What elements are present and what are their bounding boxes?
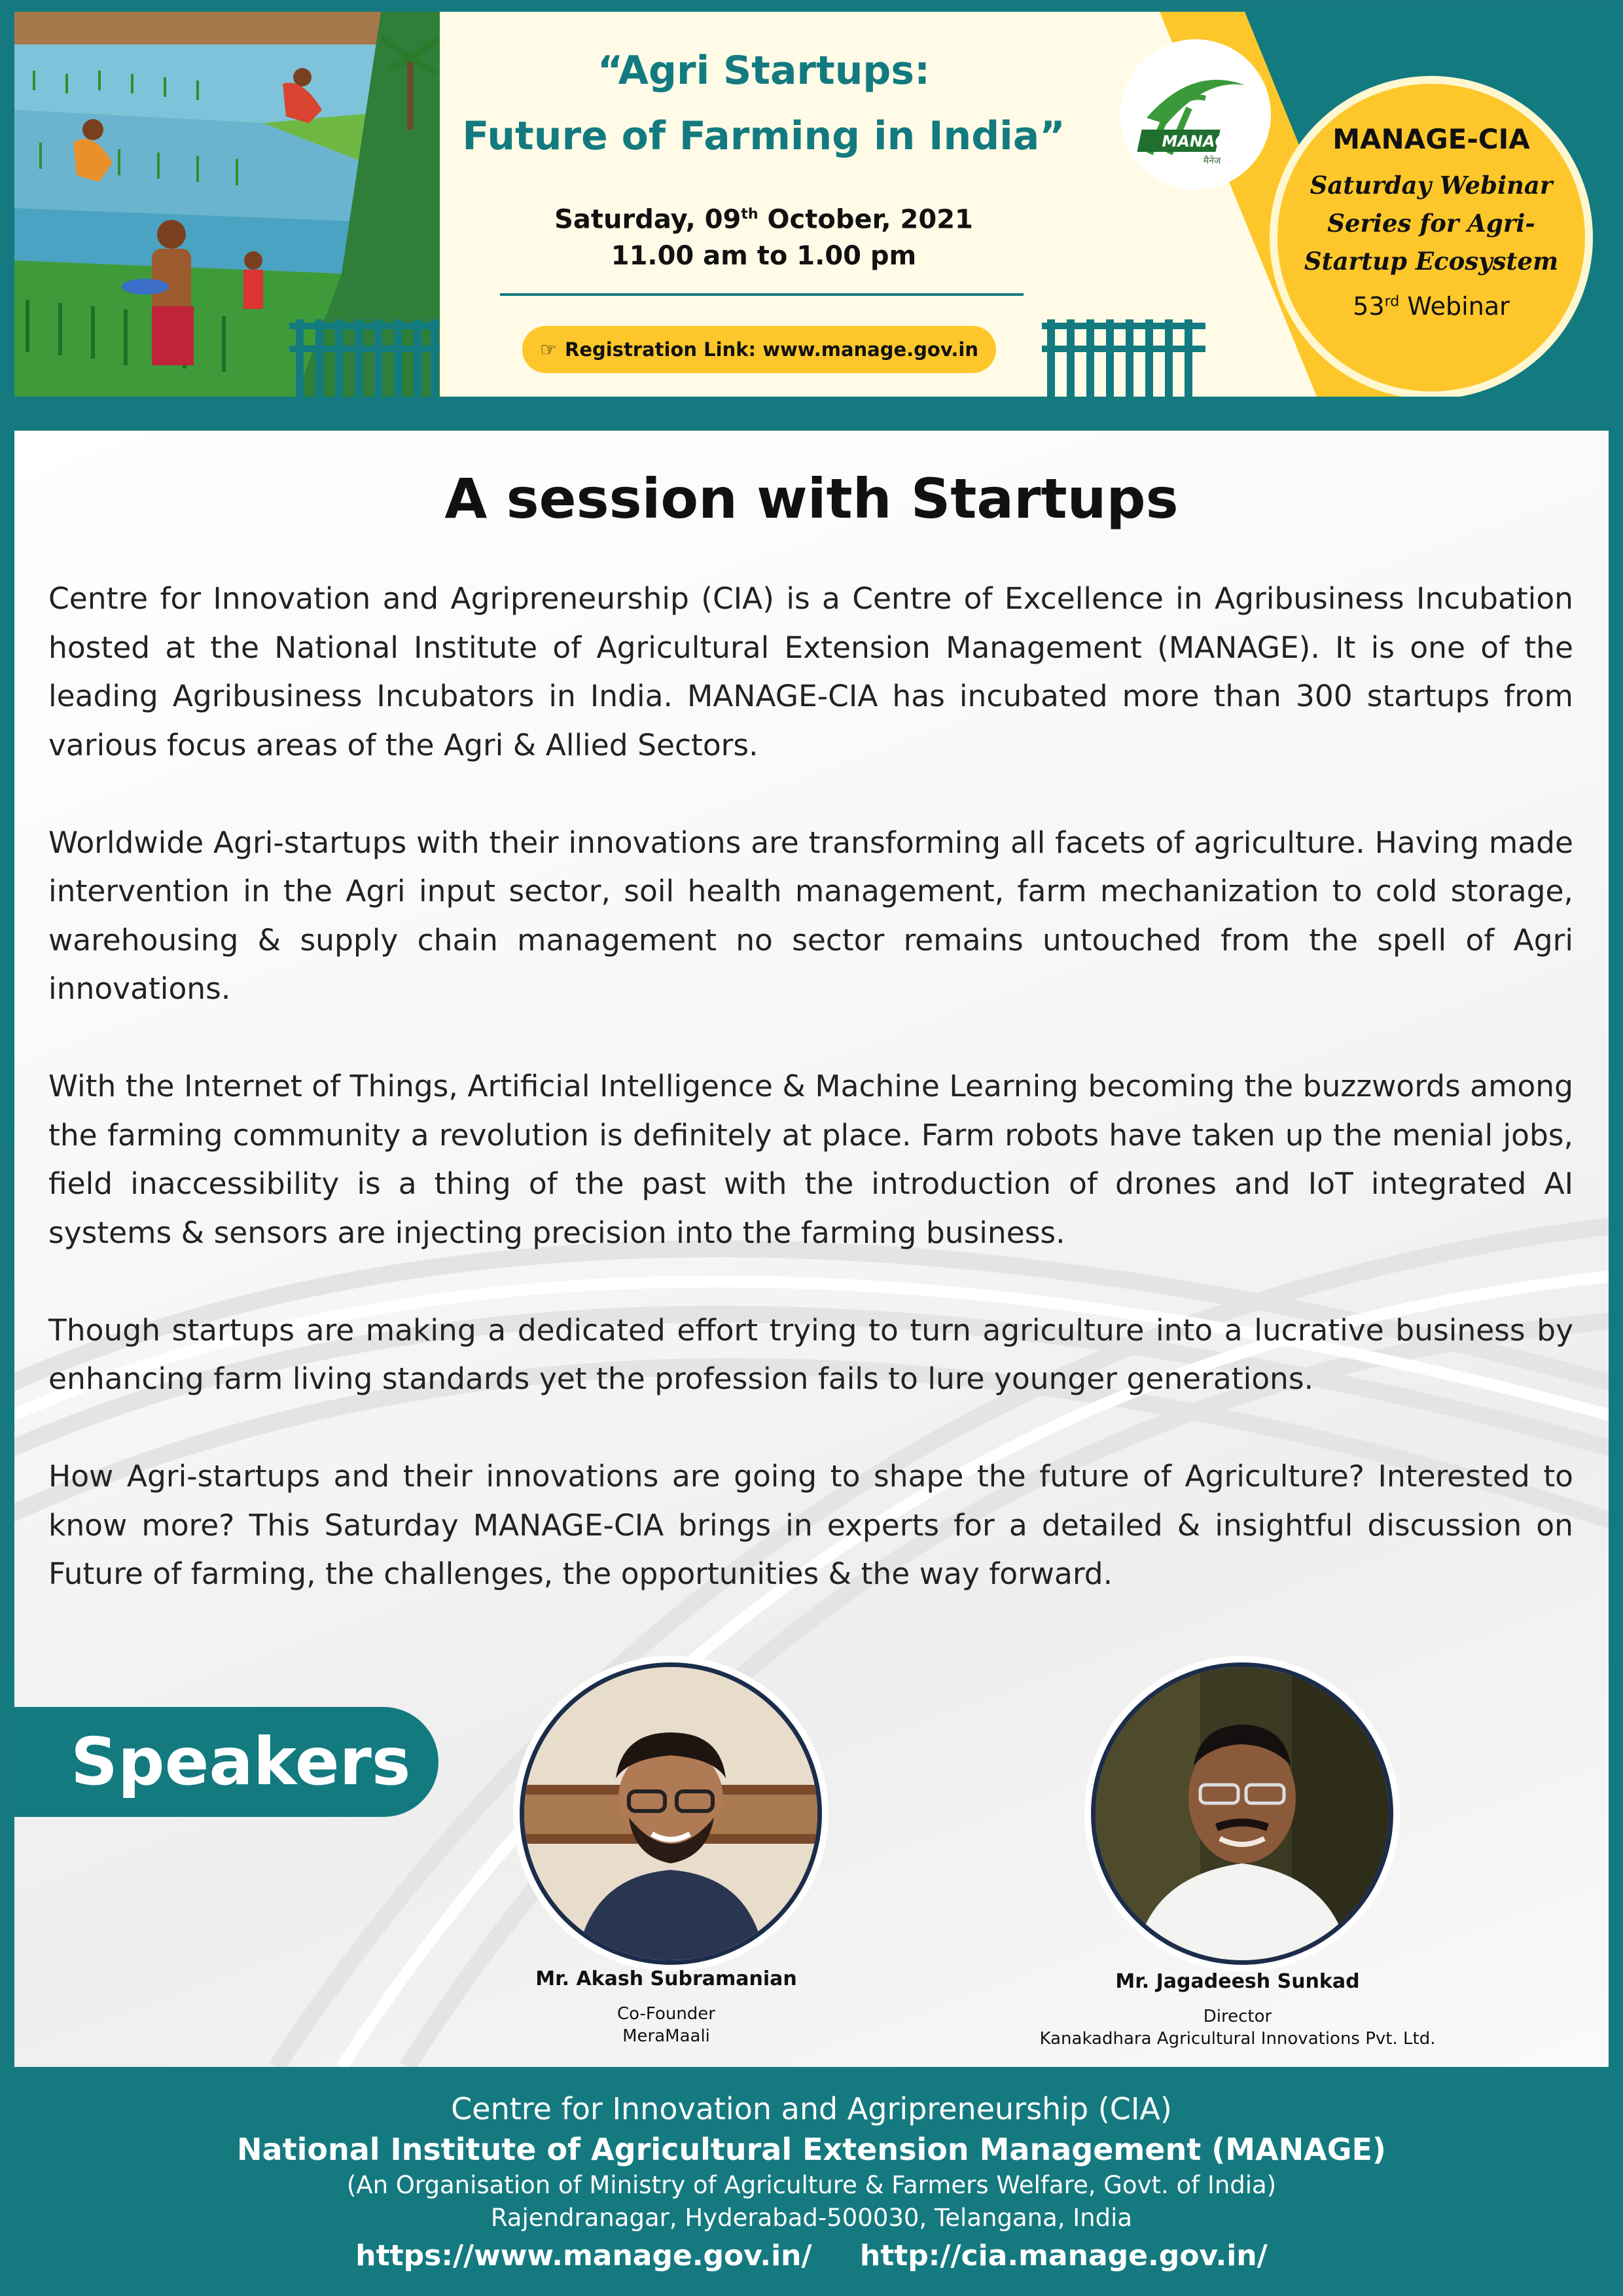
session-description <box>48 575 1573 1647</box>
series-description: Saturday Webinar Series for Agri-Startup Ecosystem <box>1304 171 1559 276</box>
webinar-series-badge <box>1277 84 1585 391</box>
event-date: Saturday, 09th October, 2021 <box>554 204 973 235</box>
footer-address: Rajendranagar, Hyderabad-500030, Telangana, India <box>490 2204 1133 2232</box>
logo-hindi-text: मैनेज <box>1203 156 1221 166</box>
speaker-portrait <box>1096 1667 1389 1960</box>
event-title-line2: Future of Farming in India” <box>462 113 1065 159</box>
manage-logo <box>1120 39 1271 190</box>
speaker-organization: MeraMaali <box>622 2026 710 2046</box>
paragraph-about-cia: Centre for Innovation and Agripreneurship (CIA) is a Centre of Excellence in Agribusiness Incubation hosted at the National Institute of Agricultural Extension Management (MANAGE). It is one of the leading Agribusiness Incubators in India. MANAGE-CIA has incubated more than 300 startups from various focus areas of the Agri & Allied Sectors. <box>48 581 1573 762</box>
registration-link[interactable] <box>522 326 996 373</box>
paragraph-invitation: How Agri-startups and their innovations are going to shape the future of Agriculture? Interested to know more? This Saturday MANAGE-CIA brings in experts for a detailed & insightful discussion on Future of farming, the challenges, the opportunities & the way forward. <box>48 1459 1573 1591</box>
content-panel <box>14 431 1609 2067</box>
footer-link-manage[interactable]: https://www.manage.gov.in/ <box>355 2239 812 2272</box>
speaker-name: Mr. Akash Subramanian <box>535 1967 797 1990</box>
manage-logo-mark <box>1120 39 1271 190</box>
registration-link-text: Registration Link: www.manage.gov.in <box>564 338 978 361</box>
webinar-number: 53rd Webinar <box>1353 292 1510 321</box>
event-title-line1: “Agri Startups: <box>597 48 931 94</box>
footer-link-cia[interactable]: http://cia.manage.gov.in/ <box>859 2239 1268 2272</box>
event-title <box>355 38 1173 169</box>
speaker-portrait <box>524 1667 817 1960</box>
footer-ministry: (An Organisation of Ministry of Agriculture & Farmers Welfare, Govt. of India) <box>346 2171 1277 2199</box>
logo-text: MANAGE <box>1162 132 1239 151</box>
speaker-name: Mr. Jagadeesh Sunkad <box>1115 1970 1360 1993</box>
series-title: MANAGE-CIA <box>1332 123 1530 155</box>
event-time: 11.00 am to 1.00 pm <box>611 241 917 272</box>
paragraph-technology: With the Internet of Things, Artificial Intelligence & Machine Learning becoming the buzzwords among the farming community a revolution is definitely at place. Farm robots have taken up the menial jobs, field inaccessibility is a thing of the past with the introduction of drones and IoT integrated AI systems & sensors are injecting precision into the farming business. <box>48 1069 1573 1250</box>
footer-organization: Centre for Innovation and Agripreneurship (CIA) <box>451 2091 1172 2126</box>
speaker-role: Director <box>1203 2007 1272 2026</box>
footer-links <box>0 2234 1623 2278</box>
speaker-photo-akash <box>520 1662 822 1965</box>
paragraph-agri-startups: Worldwide Agri-startups with their innovations are transforming all facets of agriculture. Having made intervention in the Agri input sector, soil health management, farm mechanization to cold storage, warehousing & supply chain management no sector remains untouched from the spell of Agri innovations. <box>48 825 1573 1006</box>
webinar-banner <box>14 12 1609 397</box>
session-heading: A session with Startups <box>444 467 1179 531</box>
title-divider <box>500 293 1024 296</box>
footer-institute: National Institute of Agricultural Extension Management (MANAGE) <box>237 2132 1386 2167</box>
paragraph-challenges: Though startups are making a dedicated effort trying to turn agriculture into a lucrative business by enhancing farm living standards yet the profession fails to lure younger generations. <box>48 1312 1573 1396</box>
speaker-photo-jagadeesh <box>1091 1662 1393 1965</box>
speaker-organization: Kanakadhara Agricultural Innovations Pvt. Ltd. <box>1039 2029 1436 2049</box>
event-datetime <box>355 196 1173 274</box>
pointing-hand-icon: ☞ <box>539 338 557 361</box>
speaker-role: Co-Founder <box>616 2004 715 2024</box>
footer <box>0 2088 1623 2278</box>
speakers-label: Speakers <box>14 1707 438 1817</box>
